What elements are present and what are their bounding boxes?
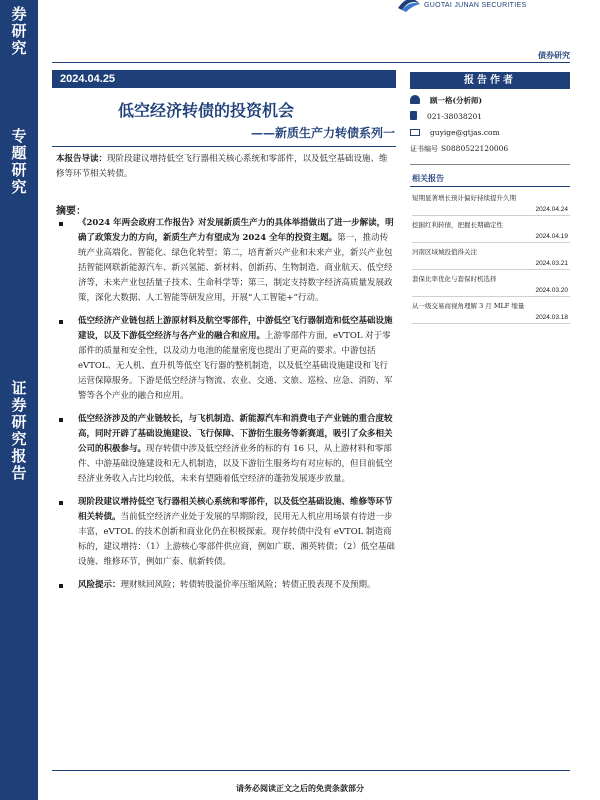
phone-icon [410, 111, 417, 120]
related-divider [410, 186, 570, 187]
side-label-char: 究 [11, 39, 27, 57]
guide-label: 本报告导读： [56, 154, 108, 164]
bullet-text: 当前低空经济产业处于发展的早期阶段，民用无人机应用场景有待进一步丰富，eVTOL 的技术创新和商业化仍在积极探索。现存转债中没有 eVTOL 制造商标的，建议增持：（1）上游核心零部件供应商，例如广联、湘英转债；（2）低空基础设施、维修环节，例如广泰、航新转债。 [78, 512, 395, 567]
cert-label: 证书编号 [410, 145, 438, 153]
person-icon [410, 95, 420, 104]
bullet-lead: 低空经济涉及的产业链较长，与飞机制造、新能源汽车和消费电子产业链的重合度较高，同时开辟了基础设施建设、飞行保障、下游衍生服务等新赛道，吸引了众多相关公司的积极参与。 [78, 414, 393, 454]
related-report-item[interactable] [412, 219, 570, 243]
side-label-char: 研 [11, 22, 27, 40]
top-divider [52, 62, 570, 63]
side-label-char: 究 [11, 178, 27, 196]
abstract-label: 摘要： [56, 206, 86, 217]
side-label-char: 研 [11, 161, 27, 179]
abstract-bullet [56, 314, 396, 404]
related-reports-list [412, 192, 570, 327]
cert-number: S0880522120006 [441, 144, 509, 153]
report-type: 债券研究 [538, 50, 570, 60]
report-date: 2024.04.25 [60, 73, 116, 85]
author-phone-row [410, 110, 482, 124]
bullet-lead: 现阶段建议增持低空飞行器相关核心系统和零部件，以及低空基础设施、维修等环节相关转债。 [78, 497, 393, 522]
related-report-date: 2024.03.20 [412, 285, 570, 297]
side-label-char: 题 [11, 144, 27, 162]
side-label-char: 券 [11, 396, 27, 414]
related-report-title[interactable]: 河南区域城投值得关注 [412, 248, 477, 256]
bullet-lead: 低空经济产业链包括上游原材料及航空零部件，中游低空飞行器制造和低空基础设施建设，以及下游低空经济与各产业的融合和应用。 [78, 316, 393, 341]
author-name: 顾一格(分析师) [430, 96, 483, 105]
related-report-item[interactable] [412, 246, 570, 270]
abstract-bullet [56, 578, 396, 593]
side-label-char: 券 [11, 5, 27, 23]
author-email-row [410, 126, 500, 140]
bullet-text: 现存转债中涉及低空经济业务的标的有 16 只，从上游材料和零部件、中游基础设施建设和无人机制造，以及下游衍生服务均有对应标的，但目前低空经济业务收入占比均较低，未来有望随着低空经济的蓬勃发展逐步放量。 [78, 444, 393, 484]
author-divider [410, 164, 570, 165]
author-header: 报告作者 [410, 72, 570, 89]
related-report-title[interactable]: 从一级交易商视角理解 3 月 MLF 缩量 [412, 302, 525, 310]
logo-mark-icon [396, 0, 422, 14]
date-bar [52, 70, 396, 88]
author-cert-row [410, 142, 508, 156]
company-logo [396, 0, 596, 14]
bottom-divider [52, 770, 570, 771]
related-report-date: 2024.04.19 [412, 231, 570, 243]
side-label-top [0, 6, 38, 57]
related-report-date: 2024.04.24 [412, 204, 570, 216]
report-guide [56, 152, 396, 182]
related-report-title[interactable]: 挖掘红利转债，把握长期确定性 [412, 221, 503, 229]
bullet-text: 第一，推动传统产业高端化、智能化、绿色化转型；第二，培育新兴产业和未来产业，新兴产业包括智能网联新能源汽车、新兴氢能、新材料、创新药、生物制造、商业航天、低空经济等，未来产业包括量子技术、生命科学等；第三，制定支持数字经济高质量发展政策，深化大数据、人工智能等研发应用，开展“人工智能+”行动。 [78, 233, 393, 303]
disclaimer-footer: 请务必阅读正文之后的免责条款部分 [236, 783, 364, 793]
related-report-item[interactable] [412, 192, 570, 216]
mail-icon [410, 129, 420, 136]
side-label-char: 研 [11, 413, 27, 431]
side-label-char: 证 [11, 379, 27, 397]
title-divider [52, 146, 396, 147]
guide-text: 现阶段建议增持低空飞行器相关核心系统和零部件，以及低空基础设施、维修等环节相关转债。 [56, 154, 388, 179]
related-report-date: 2024.03.18 [412, 312, 570, 324]
related-reports-title: 相关报告 [412, 173, 444, 183]
related-report-item[interactable] [412, 300, 570, 324]
abstract-bullet [56, 495, 396, 570]
side-label-bottom [0, 380, 38, 482]
abstract-bullet [56, 216, 396, 306]
logo-text: GUOTAI JUNAN SECURITIES [424, 2, 527, 9]
bullet-lead: 风险提示： [78, 580, 121, 590]
author-email[interactable]: guyige@gtjas.com [430, 128, 500, 137]
bullet-text: 上游零部件方面，eVTOL 对于零部件的质量和安全性，以及动力电池的能量密度也提出了更高的要求。中游包括 eVTOL、无人机、直升机等低空飞行器的整机制造，以及低空基础设施建设和飞行运营保障服务。下游是低空经济与物流、农业、交通、文旅、巡检、应急、消防、军警等各个产业的融合和应用。 [78, 331, 393, 401]
page-title: 低空经济转债的投资机会 [118, 101, 295, 120]
side-label-char: 告 [11, 464, 27, 482]
abstract-bullet [56, 412, 396, 487]
side-label-char: 究 [11, 430, 27, 448]
side-label-char: 专 [11, 127, 27, 145]
side-label-middle [0, 128, 38, 196]
bullet-lead: 《2024 年两会政府工作报告》对发展新质生产力的具体举措做出了进一步解读，明确了政策发力的方向，新质生产力有望成为 2024 全年的投资主题。 [78, 218, 394, 243]
bullet-text: 理财赎回风险；转债转股溢价率压缩风险；转债正股表现不及预期。 [120, 580, 376, 590]
related-report-title[interactable]: 套保比率优化与套保时机选择 [412, 275, 497, 283]
author-name-row [410, 94, 482, 108]
abstract-bullets [56, 216, 396, 601]
related-report-date: 2024.03.21 [412, 258, 570, 270]
related-report-item[interactable] [412, 273, 570, 297]
related-report-title[interactable]: 短期显著增长预计偏好持续提升久期 [412, 194, 516, 202]
side-label-char: 报 [11, 447, 27, 465]
page-subtitle: ——新质生产力转债系列一 [250, 126, 395, 140]
author-phone: 021-38038201 [427, 112, 483, 121]
